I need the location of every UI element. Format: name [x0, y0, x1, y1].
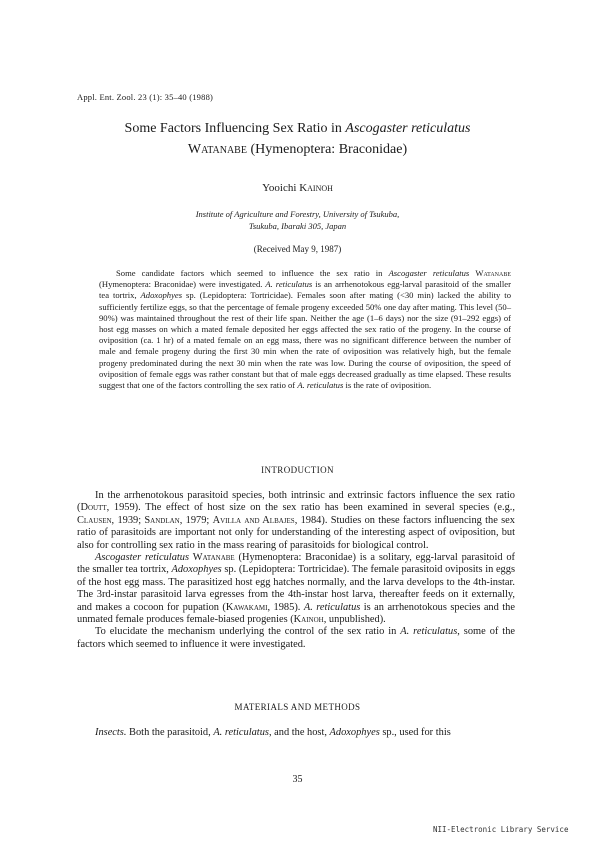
species-name: A. reticulatus [303, 601, 361, 613]
text: (Hymenoptera: Braconidae) is a solitary, egg-larval parasitoid of the smaller tea tortrix, [77, 552, 515, 576]
affiliation-line1: Institute of Agriculture and Forestry, University of Tsukuba, [195, 209, 400, 219]
methods-body [77, 727, 515, 739]
title-authority: Watanabe [187, 142, 247, 157]
text: , 1985). [267, 601, 304, 613]
methods-paragraph-1 [77, 727, 515, 739]
reference-author: Avilla and Albajes [212, 514, 295, 526]
text: is an arrhenotokous species and the unmated female produces female-biased progenies ( [77, 601, 515, 626]
title-species: Ascogaster reticulatus [345, 121, 471, 136]
abstract-text: is an arrhenotokous egg-larval parasitoid of the smaller tea tortrix, [99, 279, 511, 301]
abstract-text: sp. (Lepidoptera: Tortricidae). Females soon after mating (<30 min) lacked the ability to sufficiently fertilize eggs, so that the percentage of female progeny exceeded 50% one day after mating. This level (50–90%) was maintained throughout the rest of their life span. Neither the age (1–6 days) nor the size (91–292 eggs) of host egg masses on which a mated female deposited her eggs affected the sex ratio of the progeny. In the course of oviposition (ca. 1 hr) of a mated female on an egg mass, there was no significant difference between the number of male and female progeny during the first 30 min when the rate of oviposition was relatively high, but the female progeny predominated during the next 30 min when the rate was low. During the course of oviposition, the speed of oviposition of female eggs was rather constant but that of male eggs decreased gradually as time elapsed. These results suggest that one of the factors controlling the sex ratio of [99, 290, 511, 391]
reference-author: Kainoh [293, 614, 324, 626]
page-number: 35 [292, 774, 303, 785]
intro-paragraph-2 [77, 552, 515, 626]
journal-citation: Appl. Ent. Zool. 23 (1): 35–40 (1988) [77, 92, 214, 102]
text: sp. (Lepidoptera: Tortricidae). The female parasitoid oviposits in eggs of the host egg mass. The parasitized host egg hatches normally, and the larva develops to the 4th-instar. The 3rd-instar parasitoid larva egresses from the 4th-instar host larva, thereafter feeds on it externally, and makes a cocoon for pupation ( [77, 564, 515, 613]
abstract-host-genus: Adoxophyes [140, 290, 183, 301]
abstract-text: Some candidate factors which seemed to influence the sex ratio in [116, 268, 389, 278]
intro-paragraph-3 [77, 626, 515, 651]
taxon-authority: Watanabe [192, 552, 235, 564]
author-name [0, 182, 595, 194]
text: , 1959). The effect of host size on the sex ratio has been examined in several species (e.g., [106, 502, 515, 514]
host-genus: Adoxophyes [171, 564, 222, 576]
introduction-heading: INTRODUCTION [261, 465, 334, 475]
abstract-species: A. reticulatus [297, 380, 344, 391]
library-footer: NII-Electronic Library Service [433, 825, 569, 834]
text: Both the parasitoid, [126, 727, 214, 738]
species-name: Ascogaster reticulatus [95, 552, 190, 564]
text: , unpublished). [323, 614, 386, 626]
affiliation [0, 208, 595, 232]
text: In the arrhenotokous parasitoid species, both intrinsic and extrinsic factors influence the sex ratio ( [77, 490, 515, 514]
affiliation-line2: Tsukuba, Ibaraki 305, Japan [248, 221, 347, 231]
text: sp., used for this [379, 727, 451, 738]
abstract-species: Ascogaster reticulatus [388, 268, 470, 278]
abstract-text: (Hymenoptera: Braconidae) were investigated. [99, 279, 266, 290]
text: , 1984). Studies on these factors influencing the sex ratio of parasitoids are important not only for understanding of the interesting aspect of oviposition, but also for controlling sex ratio in the mass rearing of parasitoids for biological control. [77, 514, 515, 551]
materials-methods-heading: MATERIALS AND METHODS [234, 702, 361, 712]
reference-author: Sandlan [144, 514, 180, 526]
text: , 1939; [111, 514, 145, 526]
text: , 1979; [179, 514, 213, 526]
article-title-line1 [0, 121, 595, 137]
introduction-body [77, 490, 515, 651]
species-name: A. reticulatus [400, 626, 458, 638]
abstract-text: is the rate of oviposition. [343, 380, 432, 391]
title-text: Some Factors Influencing Sex Ratio in [124, 121, 346, 136]
abstract-species: A. reticulatus [265, 279, 313, 290]
received-date: (Received May 9, 1987) [253, 244, 342, 254]
author-given: Yooichi [262, 182, 300, 194]
abstract-authority: Watanabe [475, 268, 512, 278]
run-in-heading: Insects. [95, 727, 127, 738]
reference-author: Clausen [77, 514, 112, 526]
species-name: A. reticulatus [213, 727, 269, 738]
reference-author: Doutt [80, 502, 107, 514]
article-title-line2 [0, 142, 595, 158]
host-genus: Adoxophyes [329, 727, 380, 738]
intro-paragraph-1 [77, 490, 515, 552]
text: , some of the factors which seemed to influence it were investigated. [77, 626, 515, 650]
abstract [99, 268, 511, 391]
text: , and the host, [268, 727, 330, 738]
reference-author: Kawakami [225, 601, 268, 613]
author-family: Kainoh [299, 182, 333, 194]
text: To elucidate the mechanism underlying the control of the sex ratio in [95, 626, 401, 638]
title-taxonomy: (Hymenoptera: Braconidae) [246, 142, 408, 157]
